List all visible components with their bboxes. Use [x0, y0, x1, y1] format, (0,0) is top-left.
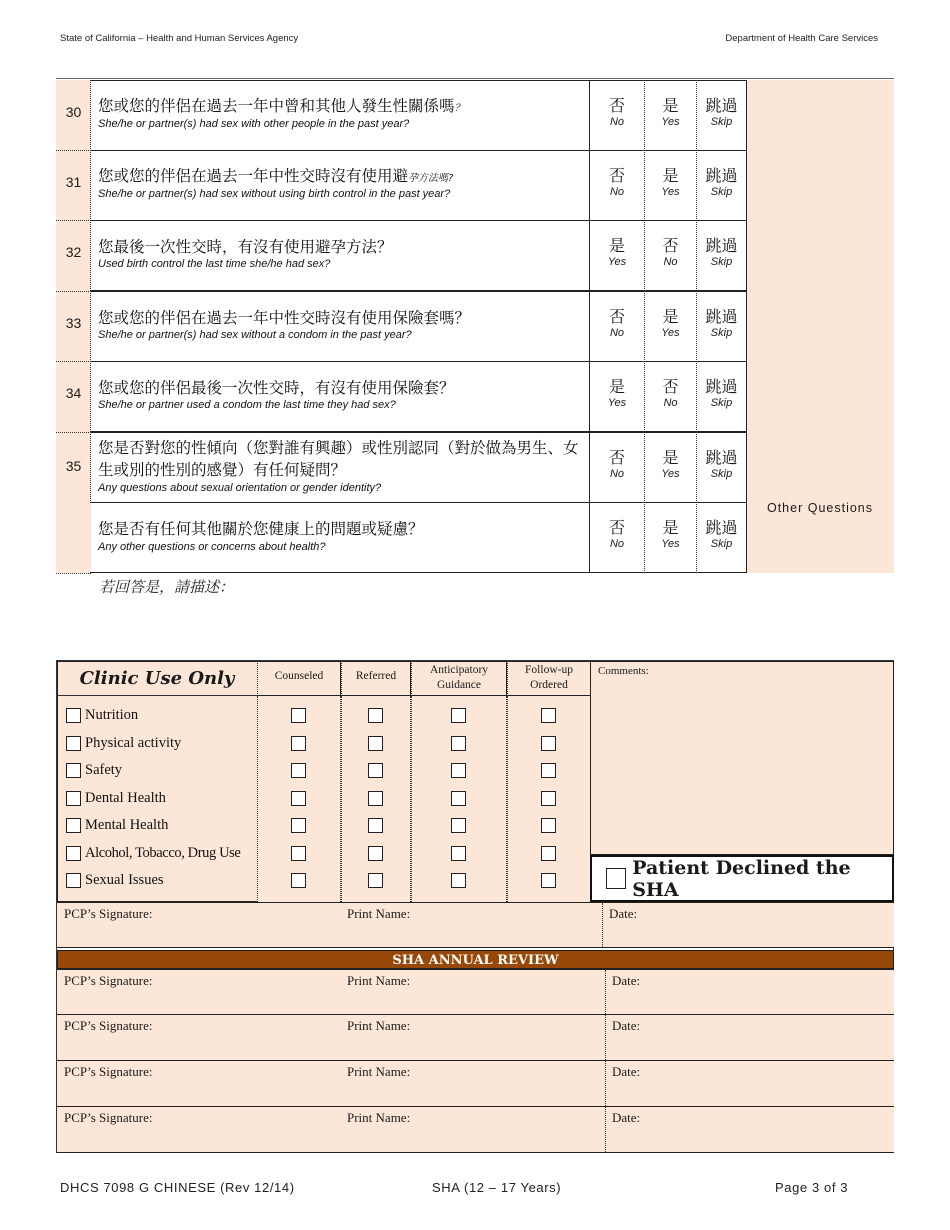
guidance-checkbox[interactable] [451, 763, 466, 778]
pcp-signature-field[interactable]: PCP’s Signature: [64, 1110, 153, 1125]
date-field[interactable]: Date: [612, 1064, 641, 1079]
question-row [56, 291, 747, 362]
answer-option-1[interactable]: 否 No [590, 150, 645, 221]
counseled-checkbox[interactable] [291, 791, 306, 806]
counseled-checkbox[interactable] [291, 873, 306, 888]
date-field[interactable]: Date: [612, 973, 641, 988]
topic-label: Sexual Issues [85, 872, 164, 888]
question-row [56, 80, 747, 151]
answer-option-skip[interactable]: 跳過 Skip [697, 220, 747, 291]
topic-label: Nutrition [85, 707, 139, 723]
answer-option-skip[interactable]: 跳過 Skip [697, 502, 747, 573]
clinic-item-substance-use[interactable] [66, 845, 240, 862]
declined-checkbox[interactable] [606, 868, 626, 889]
topic-checkbox[interactable] [66, 818, 81, 833]
follow-up-checkbox[interactable] [541, 818, 556, 833]
topic-label: Safety [85, 762, 123, 778]
page-number: Page 3 of 3 [775, 1180, 849, 1195]
column-header-follow-up-ordered: Follow-up Ordered [507, 661, 591, 696]
answer-option-skip[interactable]: 跳過 Skip [697, 291, 747, 362]
answer-option-1[interactable]: 否 No [590, 432, 645, 503]
answer-option-skip[interactable]: 跳過 Skip [697, 150, 747, 221]
department-header: Department of Health Care Services [725, 33, 878, 44]
question-text-en: She/he or partner used a condom the last time they had sex? [98, 399, 396, 411]
follow-up-checkbox[interactable] [541, 791, 556, 806]
clinic-use-title: Clinic Use Only [57, 664, 257, 696]
answer-option-2[interactable]: 是 Yes [645, 291, 697, 362]
answer-option-1[interactable]: 是 Yes [590, 220, 645, 291]
row-divider [56, 220, 91, 221]
referred-checkbox[interactable] [368, 846, 383, 861]
print-name-field[interactable]: Print Name: [347, 1110, 411, 1125]
question-text-zh: 您是否對您的性傾向（您對誰有興趣）或性別認同（對於做為男生、女生或別的性別的感覺）有任何疑問？ [98, 439, 579, 479]
answer-option-1[interactable]: 否 No [590, 502, 645, 573]
column-header-referred: Referred [341, 661, 411, 696]
print-name-field[interactable]: Print Name: [347, 906, 411, 921]
counseled-checkbox[interactable] [291, 763, 306, 778]
column-divider [605, 1061, 606, 1106]
referred-checkbox[interactable] [368, 873, 383, 888]
question-row [56, 502, 747, 573]
patient-declined-option[interactable] [590, 855, 894, 902]
date-field[interactable]: Date: [612, 1110, 641, 1125]
referred-checkbox[interactable] [368, 818, 383, 833]
section-label: Other Questions [766, 501, 873, 515]
guidance-checkbox[interactable] [451, 873, 466, 888]
question-row [56, 220, 747, 291]
question-row [56, 361, 747, 432]
question-text-zh: 您或您的伴侶在過去一年中曾和其他人發生性關係嗎？ [98, 97, 465, 115]
topic-checkbox[interactable] [66, 791, 81, 806]
question-row [56, 432, 747, 503]
question-text-en: She/he or partner(s) had sex with other people in the past year? [98, 118, 410, 130]
topic-label: Alcohol, Tobacco, Drug Use [85, 845, 241, 861]
row-divider [56, 432, 91, 433]
answer-option-skip[interactable]: 跳過 Skip [697, 432, 747, 503]
follow-up-checkbox[interactable] [541, 763, 556, 778]
referred-checkbox[interactable] [368, 708, 383, 723]
question-text-en: Any other questions or concerns about health? [98, 541, 326, 553]
answer-option-1[interactable]: 否 No [590, 291, 645, 362]
row-divider [56, 150, 91, 151]
follow-up-checkbox[interactable] [541, 846, 556, 861]
date-field[interactable]: Date: [609, 906, 638, 921]
pcp-signature-field[interactable]: PCP’s Signature: [64, 1064, 153, 1079]
declined-label: Patient Declined the SHA [632, 856, 851, 901]
question-text-zh: 您是否有任何其他關於您健康上的問題或疑慮？ [98, 520, 424, 538]
column-header-counseled: Counseled [257, 661, 341, 696]
annual-review-row [57, 1061, 894, 1107]
question-number: 32 [65, 244, 82, 260]
referred-checkbox[interactable] [368, 736, 383, 751]
question-text-zh: 您最後一次性交時，有沒有使用避孕方法？ [98, 238, 393, 256]
guidance-checkbox[interactable] [451, 818, 466, 833]
referred-checkbox[interactable] [368, 791, 383, 806]
question-text-en: She/he or partner(s) had sex without a condom in the past year? [98, 329, 412, 341]
clinic-item-mental-health[interactable] [66, 817, 168, 834]
form-name: SHA (12 – 17 Years) [432, 1180, 562, 1195]
comments-field[interactable] [590, 661, 894, 855]
clinic-item-safety[interactable] [66, 762, 122, 779]
question-text-en: Any questions about sexual orientation or gender identity? [98, 482, 382, 494]
column-divider [605, 1015, 606, 1060]
question-text-zh: 您或您的伴侶在過去一年中性交時沒有使用保險套嗎？ [98, 309, 471, 327]
pcp-signature-field[interactable]: PCP’s Signature: [64, 906, 153, 921]
describe-prompt: 若回答是，請描述： [99, 578, 235, 596]
guidance-checkbox[interactable] [451, 791, 466, 806]
row-divider [56, 361, 91, 362]
topic-label: Dental Health [85, 790, 166, 806]
agency-header: State of California – Health and Human Services Agency [60, 33, 299, 44]
counseled-checkbox[interactable] [291, 708, 306, 723]
answer-option-2[interactable]: 是 Yes [645, 432, 697, 503]
question-text-zh: 您或您的伴侶最後一次性交時，有沒有使用保險套？ [98, 379, 455, 397]
question-number: 33 [65, 315, 82, 331]
clinic-item-sexual-issues[interactable] [66, 872, 164, 889]
answer-option-skip[interactable]: 跳過 Skip [697, 361, 747, 432]
answer-option-1[interactable]: 否 No [590, 80, 645, 151]
clinic-item-dental-health[interactable] [66, 790, 166, 807]
comments-label: Comments: [598, 665, 649, 677]
print-name-field[interactable]: Print Name: [347, 1064, 411, 1079]
column-divider [605, 1107, 606, 1152]
form-id: DHCS 7098 G CHINESE (Rev 12/14) [60, 1180, 295, 1195]
guidance-checkbox[interactable] [451, 708, 466, 723]
topic-label: Mental Health [85, 817, 169, 833]
answer-option-skip[interactable]: 跳過 Skip [697, 80, 747, 151]
question-text-en: She/he or partner(s) had sex without using birth control in the past year? [98, 188, 451, 200]
question-text-zh: 您或您的伴侶在過去一年中性交時沒有使用避孕方法嗎? [98, 167, 454, 185]
topic-checkbox[interactable] [66, 736, 81, 751]
question-number: 34 [65, 385, 82, 401]
referred-checkbox[interactable] [368, 763, 383, 778]
answer-option-2[interactable]: 是 Yes [645, 150, 697, 221]
topic-checkbox[interactable] [66, 873, 81, 888]
follow-up-checkbox[interactable] [541, 736, 556, 751]
guidance-checkbox[interactable] [451, 846, 466, 861]
pcp-signature-row [57, 902, 894, 948]
follow-up-checkbox[interactable] [541, 873, 556, 888]
answer-option-2[interactable]: 是 Yes [645, 502, 697, 573]
counseled-checkbox[interactable] [291, 736, 306, 751]
section-side-panel [746, 80, 894, 573]
question-number: 30 [65, 104, 82, 120]
print-name-field[interactable]: Print Name: [347, 1018, 411, 1033]
question-text-en: Used birth control the last time she/he had sex? [98, 258, 331, 270]
column-divider [602, 903, 603, 947]
date-field[interactable]: Date: [612, 1018, 641, 1033]
row-divider [56, 573, 91, 574]
question-row [56, 150, 747, 221]
counseled-checkbox[interactable] [291, 818, 306, 833]
topic-checkbox[interactable] [66, 763, 81, 778]
answer-option-2[interactable]: 是 Yes [645, 80, 697, 151]
column-header-anticipatory-guidance: Anticipatory Guidance [411, 661, 507, 696]
question-number: 31 [65, 174, 82, 190]
clinic-topics-panel [57, 661, 257, 902]
row-divider [56, 291, 91, 292]
answer-option-2[interactable]: 否 No [645, 361, 697, 432]
counseled-checkbox[interactable] [291, 846, 306, 861]
guidance-checkbox[interactable] [451, 736, 466, 751]
answer-option-2[interactable]: 否 No [645, 220, 697, 291]
follow-up-checkbox[interactable] [541, 708, 556, 723]
annual-review-row [57, 1107, 894, 1153]
print-name-field[interactable]: Print Name: [347, 973, 411, 988]
header-divider [56, 78, 894, 79]
annual-review-row [57, 1015, 894, 1061]
topic-label: Physical activity [85, 735, 182, 751]
topic-checkbox[interactable] [66, 708, 81, 723]
annual-review-row [57, 969, 894, 1015]
pcp-signature-field[interactable]: PCP’s Signature: [64, 1018, 153, 1033]
annual-review-title: SHA ANNUAL REVIEW [57, 950, 894, 969]
clinic-item-physical-activity[interactable] [66, 735, 181, 752]
answer-option-1[interactable]: 是 Yes [590, 361, 645, 432]
pcp-signature-field[interactable]: PCP’s Signature: [64, 973, 153, 988]
column-divider [605, 970, 606, 1014]
question-number: 35 [65, 458, 82, 474]
clinic-item-nutrition[interactable] [66, 707, 138, 724]
topic-checkbox[interactable] [66, 846, 81, 861]
